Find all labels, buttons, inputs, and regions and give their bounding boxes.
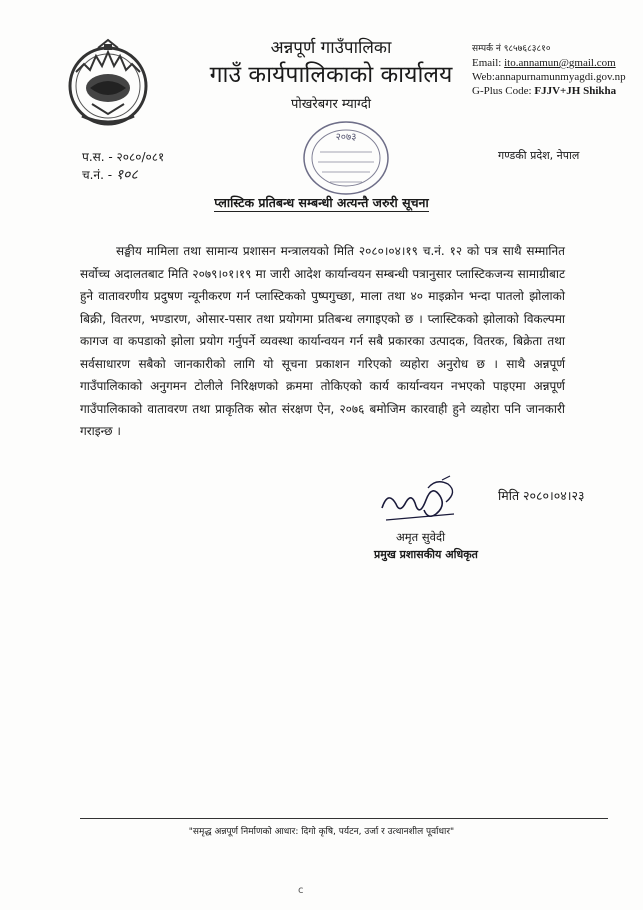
office-name: गाउँ कार्यपालिकाको कार्यालय <box>209 62 453 88</box>
gplus-label: G-Plus Code: <box>472 85 532 97</box>
cn-label: च.नं. - <box>82 168 113 182</box>
gplus-code: FJJV+JH Shikha <box>534 85 617 97</box>
footer-motto: "समृद्ध अन्नपूर्ण निर्माणको आधार: दिगो कृषि, पर्यटन, उर्जा र उत्थानशील पूर्वाधार" <box>188 827 455 837</box>
nepal-emblem-icon <box>62 36 154 128</box>
reference-block <box>82 148 164 184</box>
notice-body: सङ्घीय मामिला तथा सामान्य प्रशासन मन्त्रालयको मिति २०८०।०४।१९ च.नं. १२ को पत्र साथै सम्मानित सर्वोच्च अदालतबाट मिति २०७९।०१।१९ मा जारी आदेश कार्यान्वयन सम्बन्धी पत्रानुसार प्लास्टिकजन्य सामाग्रीबाट हुने वातावरणीय प्रदुषण न्यूनीकरण गर्न प्लास्टिकको पुष्पगुच्छा, माला तथा ४० माइक्रोन भन्दा पातलो झोलाको बिक्री, वितरण, भण्डारण, ओसार-पसार तथा प्रयोगमा प्रतिबन्ध लगाइएको छ । प्लास्टिकको झोलाको विकल्पमा कागज वा कपडाको झोला प्रयोग गर्नुपर्ने व्यवस्था कार्यान्वयन गर्न सबै प्रकारका उत्पादक, वितरक, बिक्रेता तथा सर्वसाधारण सबैको जानकारीको लागि यो सूचना प्रकाशन गरिएको व्यहोरा अनुरोध छ । साथै अन्नपूर्ण गाउँपालिकाको अनुगमन टोलीले निरिक्षणको क्रममा तोकिएको कार्य कार्यान्वयन नभएको पाइएमा अन्नपूर्ण गाउँपालिकाको वातावरण तथा प्राकृतिक स्रोत संरक्षण ऐन, २०७६ बमोजिम कारवाही हुने व्यहोरा पनि जानकारी गराइन्छ । <box>80 244 565 438</box>
office-location: पोखरेबगर म्याग्दी <box>291 97 371 112</box>
ps-value: २०८०/०८१ <box>116 150 165 164</box>
notice-subject <box>0 194 643 211</box>
ps-line <box>82 148 164 166</box>
office-stamp <box>300 118 392 198</box>
ps-label: प.स. - <box>82 150 113 164</box>
contact-block <box>472 42 638 98</box>
cn-line <box>82 166 164 184</box>
web-address[interactable]: Web:annapurnamunmyagdi.gov.np <box>472 71 626 83</box>
phone-number: सम्पर्क नं ९८५७६८३८१० <box>472 44 551 54</box>
signer-title: प्रमुख प्रशासकीय अधिकृत <box>374 548 478 561</box>
municipality-name: अन्नपूर्ण गाउँपालिका <box>270 38 392 58</box>
email-line <box>472 56 638 70</box>
email-label: Email: <box>472 57 502 69</box>
stamp-number: २०७३ <box>335 132 357 143</box>
stray-mark: c <box>298 885 304 896</box>
cn-value: १०८ <box>115 167 138 183</box>
letterhead <box>200 38 462 114</box>
gplus-line <box>472 84 638 98</box>
notice-subject-text: प्लास्टिक प्रतिबन्ध सम्बन्धी अत्यन्तै जरुरी सूचना <box>214 195 429 210</box>
footer-divider <box>80 818 608 819</box>
email-link[interactable]: ito.annamun@gmail.com <box>504 57 616 69</box>
signer-name: अमृत सुवेदी <box>396 530 446 544</box>
province-name: गण्डकी प्रदेश, नेपाल <box>498 149 580 162</box>
signature-date: मिति २०८०।०४।२३ <box>498 488 585 503</box>
